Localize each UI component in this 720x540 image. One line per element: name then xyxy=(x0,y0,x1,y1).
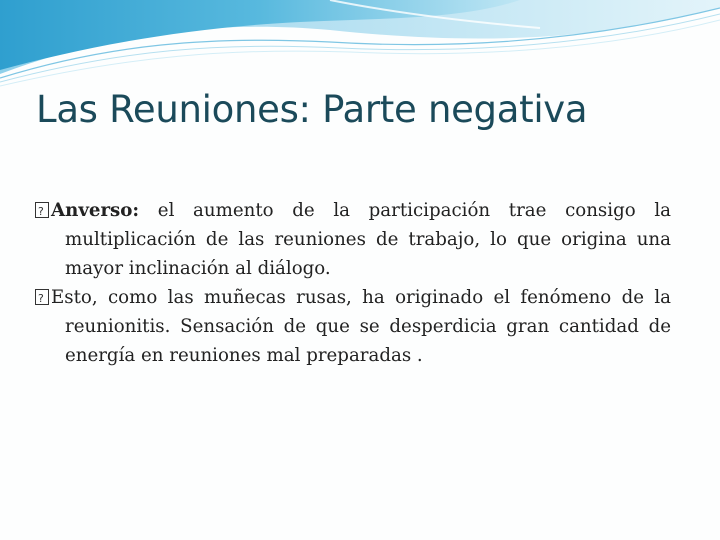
bullet-paragraph-1 xyxy=(35,196,671,283)
paragraph-text: el aumento de la participación trae consigo la multiplicación de las reuniones de trabajo, lo que origina una mayor inclinación al diálogo. xyxy=(65,200,671,279)
bullet-icon xyxy=(35,202,49,218)
bullet-paragraph-2 xyxy=(35,283,671,370)
slide-body xyxy=(35,196,671,370)
paragraph-text: Esto, como las muñecas rusas, ha originado el fenómeno de la reunionitis. Sensación de que se desperdicia gran cantidad de energía en reuniones mal preparadas . xyxy=(51,287,671,366)
slide-title: Las Reuniones: Parte negativa xyxy=(36,88,588,131)
bullet-icon xyxy=(35,289,49,305)
paragraph-lead: Anverso: xyxy=(51,200,140,221)
header-wave-decoration xyxy=(0,0,720,90)
